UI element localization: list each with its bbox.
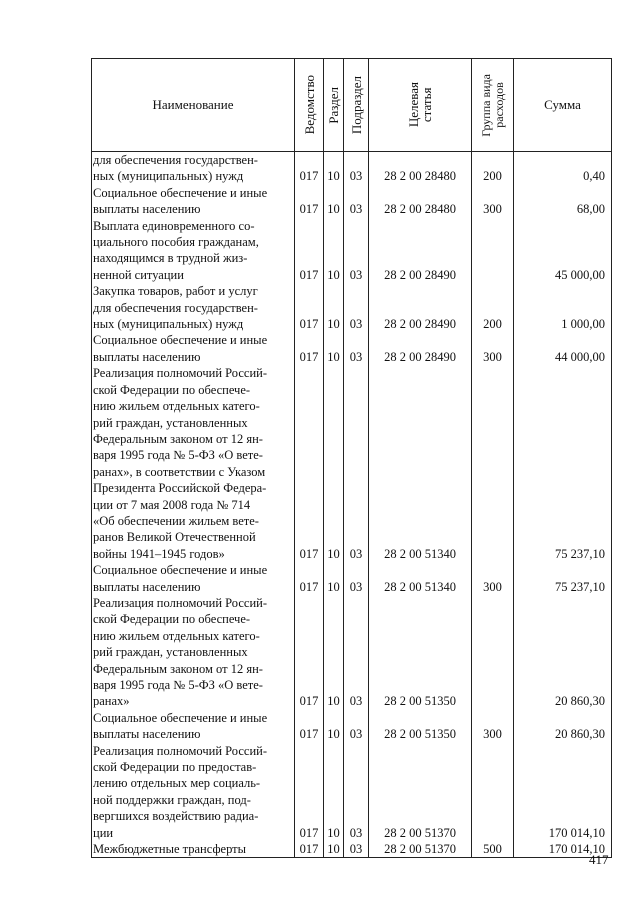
row-name [92,710,295,743]
row-summa: 44 000,00 [514,332,612,365]
row-name-line: ных (муниципальных) нужд [93,317,244,332]
table-row [92,841,612,858]
row-name-line: рий граждан, установленных [93,645,248,660]
row-name-line: находящимся в трудной жиз- [93,251,248,266]
header-summa: Сумма [514,59,612,152]
row-summa: 45 000,00 [514,218,612,284]
row-name [92,332,295,365]
row-summa: 20 860,30 [514,595,612,710]
row-podrazdel: 03 [344,152,369,185]
row-podrazdel: 03 [344,365,369,562]
row-vedomstvo: 017 [295,185,324,218]
row-vedomstvo: 017 [295,283,324,332]
row-name-line: нию жильем отдельных катего- [93,399,260,414]
row-gruppa: 300 [472,185,514,218]
row-name-line: Реализация полномочий Россий- [93,743,267,758]
row-name-line: Федеральным законом от 12 ян- [93,431,263,446]
row-gruppa [472,218,514,284]
table-row [92,218,612,284]
row-name-line: Выплата единовременного со- [93,218,255,233]
row-celevaya: 28 2 00 51340 [369,365,472,562]
row-name-line: Социальное обеспечение и иные [93,333,268,348]
row-name-line: для обеспечения государствен- [93,300,258,315]
row-podrazdel: 03 [344,562,369,595]
row-gruppa [472,595,514,710]
row-name-line: Межбюджетные трансферты [93,842,247,857]
row-name-line: «Об обеспечении жильем вете- [93,513,259,528]
row-name [92,283,295,332]
row-razdel: 10 [324,743,344,841]
row-name-line: ской Федерации по обеспече- [93,382,251,397]
header-celevaya: Целевая статья [369,59,472,152]
row-celevaya: 28 2 00 28490 [369,283,472,332]
row-name [92,562,295,595]
row-name-line: вергшихся воздействию радиа- [93,809,259,824]
budget-table [91,58,612,858]
row-vedomstvo: 017 [295,218,324,284]
row-name-line: ской Федерации по предостав- [93,760,257,775]
row-name-line: Социальное обеспечение и иные [93,185,268,200]
row-name-line: варя 1995 года № 5-ФЗ «О вете- [93,678,263,692]
row-razdel: 10 [324,841,344,858]
row-summa: 1 000,00 [514,283,612,332]
row-name [92,365,295,562]
row-name-line: ранах» [93,694,130,709]
row-gruppa [472,743,514,841]
row-podrazdel: 03 [344,743,369,841]
row-summa: 20 860,30 [514,710,612,743]
table-row [92,185,612,218]
row-podrazdel: 03 [344,710,369,743]
row-summa: 0,40 [514,152,612,185]
row-summa: 75 237,10 [514,562,612,595]
row-podrazdel: 03 [344,595,369,710]
row-podrazdel: 03 [344,185,369,218]
header-razdel: Раздел [324,59,344,152]
row-summa: 68,00 [514,185,612,218]
row-vedomstvo: 017 [295,710,324,743]
row-name-line: Закупка товаров, работ и услуг [93,284,258,299]
row-celevaya: 28 2 00 28480 [369,152,472,185]
row-summa: 75 237,10 [514,365,612,562]
row-name-line: для обеспечения государствен- [93,153,258,167]
row-razdel: 10 [324,185,344,218]
table-row [92,283,612,332]
row-name [92,595,295,710]
row-name-line: ной поддержки граждан, под- [93,792,251,807]
row-celevaya: 28 2 00 28490 [369,218,472,284]
row-name-line: ской Федерации по обеспече- [93,612,251,627]
row-celevaya: 28 2 00 28490 [369,332,472,365]
row-name [92,743,295,841]
row-vedomstvo: 017 [295,365,324,562]
table-row [92,710,612,743]
row-name [92,185,295,218]
row-name [92,841,295,858]
row-name-line: выплаты населению [93,727,201,742]
row-name-line: ранах», в соответствии с Указом [93,464,266,479]
row-vedomstvo: 017 [295,743,324,841]
row-razdel: 10 [324,332,344,365]
row-podrazdel: 03 [344,218,369,284]
row-razdel: 10 [324,152,344,185]
row-vedomstvo: 017 [295,841,324,858]
row-name-line: ции [93,825,114,840]
row-name-line: ных (муниципальных) нужд [93,169,244,184]
table-row [92,332,612,365]
row-razdel: 10 [324,218,344,284]
row-gruppa: 300 [472,332,514,365]
row-gruppa: 500 [472,841,514,858]
row-name-line: выплаты населению [93,202,201,217]
row-name-line: циального пособия гражданам, [93,235,259,250]
row-razdel: 10 [324,283,344,332]
table-row [92,562,612,595]
row-celevaya: 28 2 00 51350 [369,595,472,710]
row-name-line: Президента Российской Федера- [93,481,267,496]
row-gruppa: 300 [472,710,514,743]
row-name-line: ненной ситуации [93,267,184,282]
row-razdel: 10 [324,595,344,710]
row-gruppa: 300 [472,562,514,595]
row-podrazdel: 03 [344,841,369,858]
row-podrazdel: 03 [344,332,369,365]
row-summa: 170 014,10 [514,841,612,858]
row-name-line: рий граждан, установленных [93,415,248,430]
row-name-line: Социальное обеспечение и иные [93,563,268,578]
table-row [92,365,612,562]
row-name-line: Реализация полномочий Россий- [93,595,267,610]
row-summa: 170 014,10 [514,743,612,841]
row-celevaya: 28 2 00 28480 [369,185,472,218]
row-name-line: ции от 7 мая 2008 года № 714 [93,497,251,512]
row-name-line: варя 1995 года № 5-ФЗ «О вете- [93,448,263,463]
header-name: Наименование [92,59,295,152]
table-row [92,743,612,841]
row-name-line: Социальное обеспечение и иные [93,710,268,725]
table-row [92,152,612,185]
row-name-line: Реализация полномочий Россий- [93,366,267,381]
row-razdel: 10 [324,710,344,743]
row-name [92,152,295,185]
row-gruppa: 200 [472,283,514,332]
page-number: 417 [589,852,609,867]
row-gruppa: 200 [472,152,514,185]
row-gruppa [472,365,514,562]
row-vedomstvo: 017 [295,562,324,595]
row-vedomstvo: 017 [295,152,324,185]
row-name-line: нию жильем отдельных катего- [93,628,260,643]
table-row [92,595,612,710]
row-name-line: лению отдельных мер социаль- [93,776,261,791]
row-name-line: войны 1941–1945 годов» [93,546,225,561]
row-celevaya: 28 2 00 51370 [369,743,472,841]
row-podrazdel: 03 [344,283,369,332]
row-celevaya: 28 2 00 51340 [369,562,472,595]
row-celevaya: 28 2 00 51370 [369,841,472,858]
row-razdel: 10 [324,365,344,562]
row-name-line: выплаты населению [93,349,201,364]
row-name-line: Федеральным законом от 12 ян- [93,661,263,676]
row-celevaya: 28 2 00 51350 [369,710,472,743]
row-name [92,218,295,284]
header-gruppa: Группа вида расходов [472,59,514,152]
row-razdel: 10 [324,562,344,595]
header-vedomstvo: Ведомство [295,59,324,152]
row-name-line: выплаты населению [93,579,201,594]
row-vedomstvo: 017 [295,595,324,710]
table-header-row [92,59,612,152]
row-vedomstvo: 017 [295,332,324,365]
row-name-line: ранов Великой Отечественной [93,530,256,545]
header-podrazdel: Подраздел [344,59,369,152]
